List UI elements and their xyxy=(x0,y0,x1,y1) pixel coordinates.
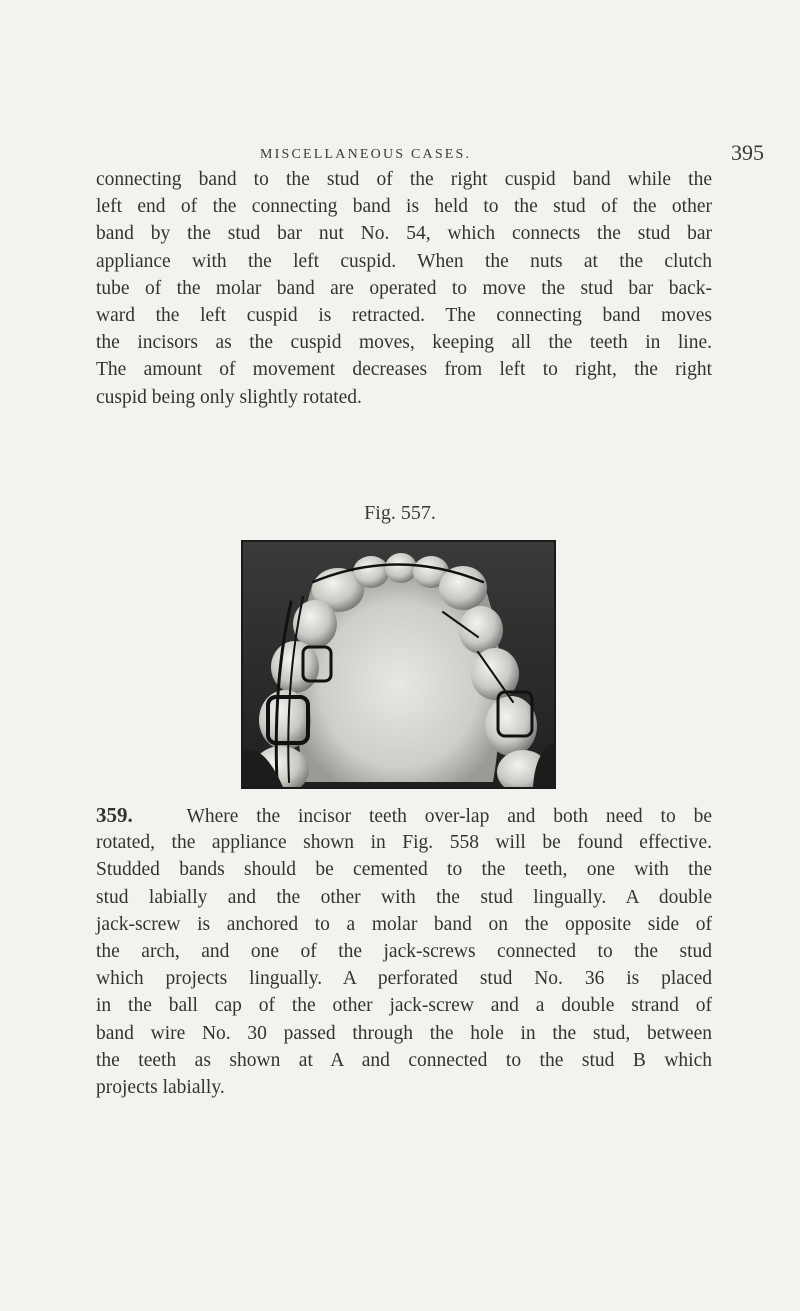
paragraph-2 xyxy=(96,802,712,1101)
text-line: band wire No. 30 passed through the hole in the stud, between xyxy=(96,1022,712,1044)
text-line: jack-screw is anchored to a molar band on the opposite side of xyxy=(96,913,712,935)
dental-appliance-figure xyxy=(241,540,556,789)
text-line: the teeth as shown at A and connected to the stud B which xyxy=(96,1049,712,1071)
text-line: the incisors as the cuspid moves, keeping all the teeth in line. xyxy=(96,332,712,354)
text-line: stud labially and the other with the stud lingually. A double xyxy=(96,886,712,908)
text-line: rotated, the appliance shown in Fig. 558 will be found effective. xyxy=(96,832,712,854)
page-number: 395 xyxy=(731,140,764,165)
text-line: band by the stud bar nut No. 54, which connects the stud bar xyxy=(96,223,712,245)
dental-appliance-illustration xyxy=(243,542,554,787)
front-teeth xyxy=(353,553,449,588)
text-line: cuspid being only slightly rotated. xyxy=(96,386,362,408)
text-line: projects labially. xyxy=(96,1076,225,1098)
text-line: connecting band to the stud of the right cuspid band while the xyxy=(96,169,712,190)
text-line xyxy=(96,802,712,829)
text-line: the arch, and one of the jack-screws connected to the stud xyxy=(96,940,712,962)
text-line: which projects lingually. A perforated stud No. 36 is placed xyxy=(96,968,712,990)
paragraph-number: 359. xyxy=(96,803,133,827)
text-line: Studded bands should be cemented to the teeth, one with the xyxy=(96,859,712,881)
figure-caption: Fig. 557. xyxy=(364,502,436,524)
paragraph-first-line: Where the incisor teeth over-lap and both need to be xyxy=(186,806,713,827)
paragraph-1 xyxy=(96,166,712,411)
text-line: appliance with the left cuspid. When the nuts at the clutch xyxy=(96,250,712,272)
text-line: tube of the molar band are operated to move the stud bar back- xyxy=(96,277,712,299)
text-line: left end of the connecting band is held to the stud of the other xyxy=(96,196,712,218)
text-line: in the ball cap of the other jack-screw and a double strand of xyxy=(96,995,712,1017)
text-line: The amount of movement decreases from left to right, the right xyxy=(96,359,712,381)
running-title: MISCELLANEOUS CASES. xyxy=(260,147,472,162)
text-line: ward the left cuspid is retracted. The connecting band moves xyxy=(96,304,712,326)
